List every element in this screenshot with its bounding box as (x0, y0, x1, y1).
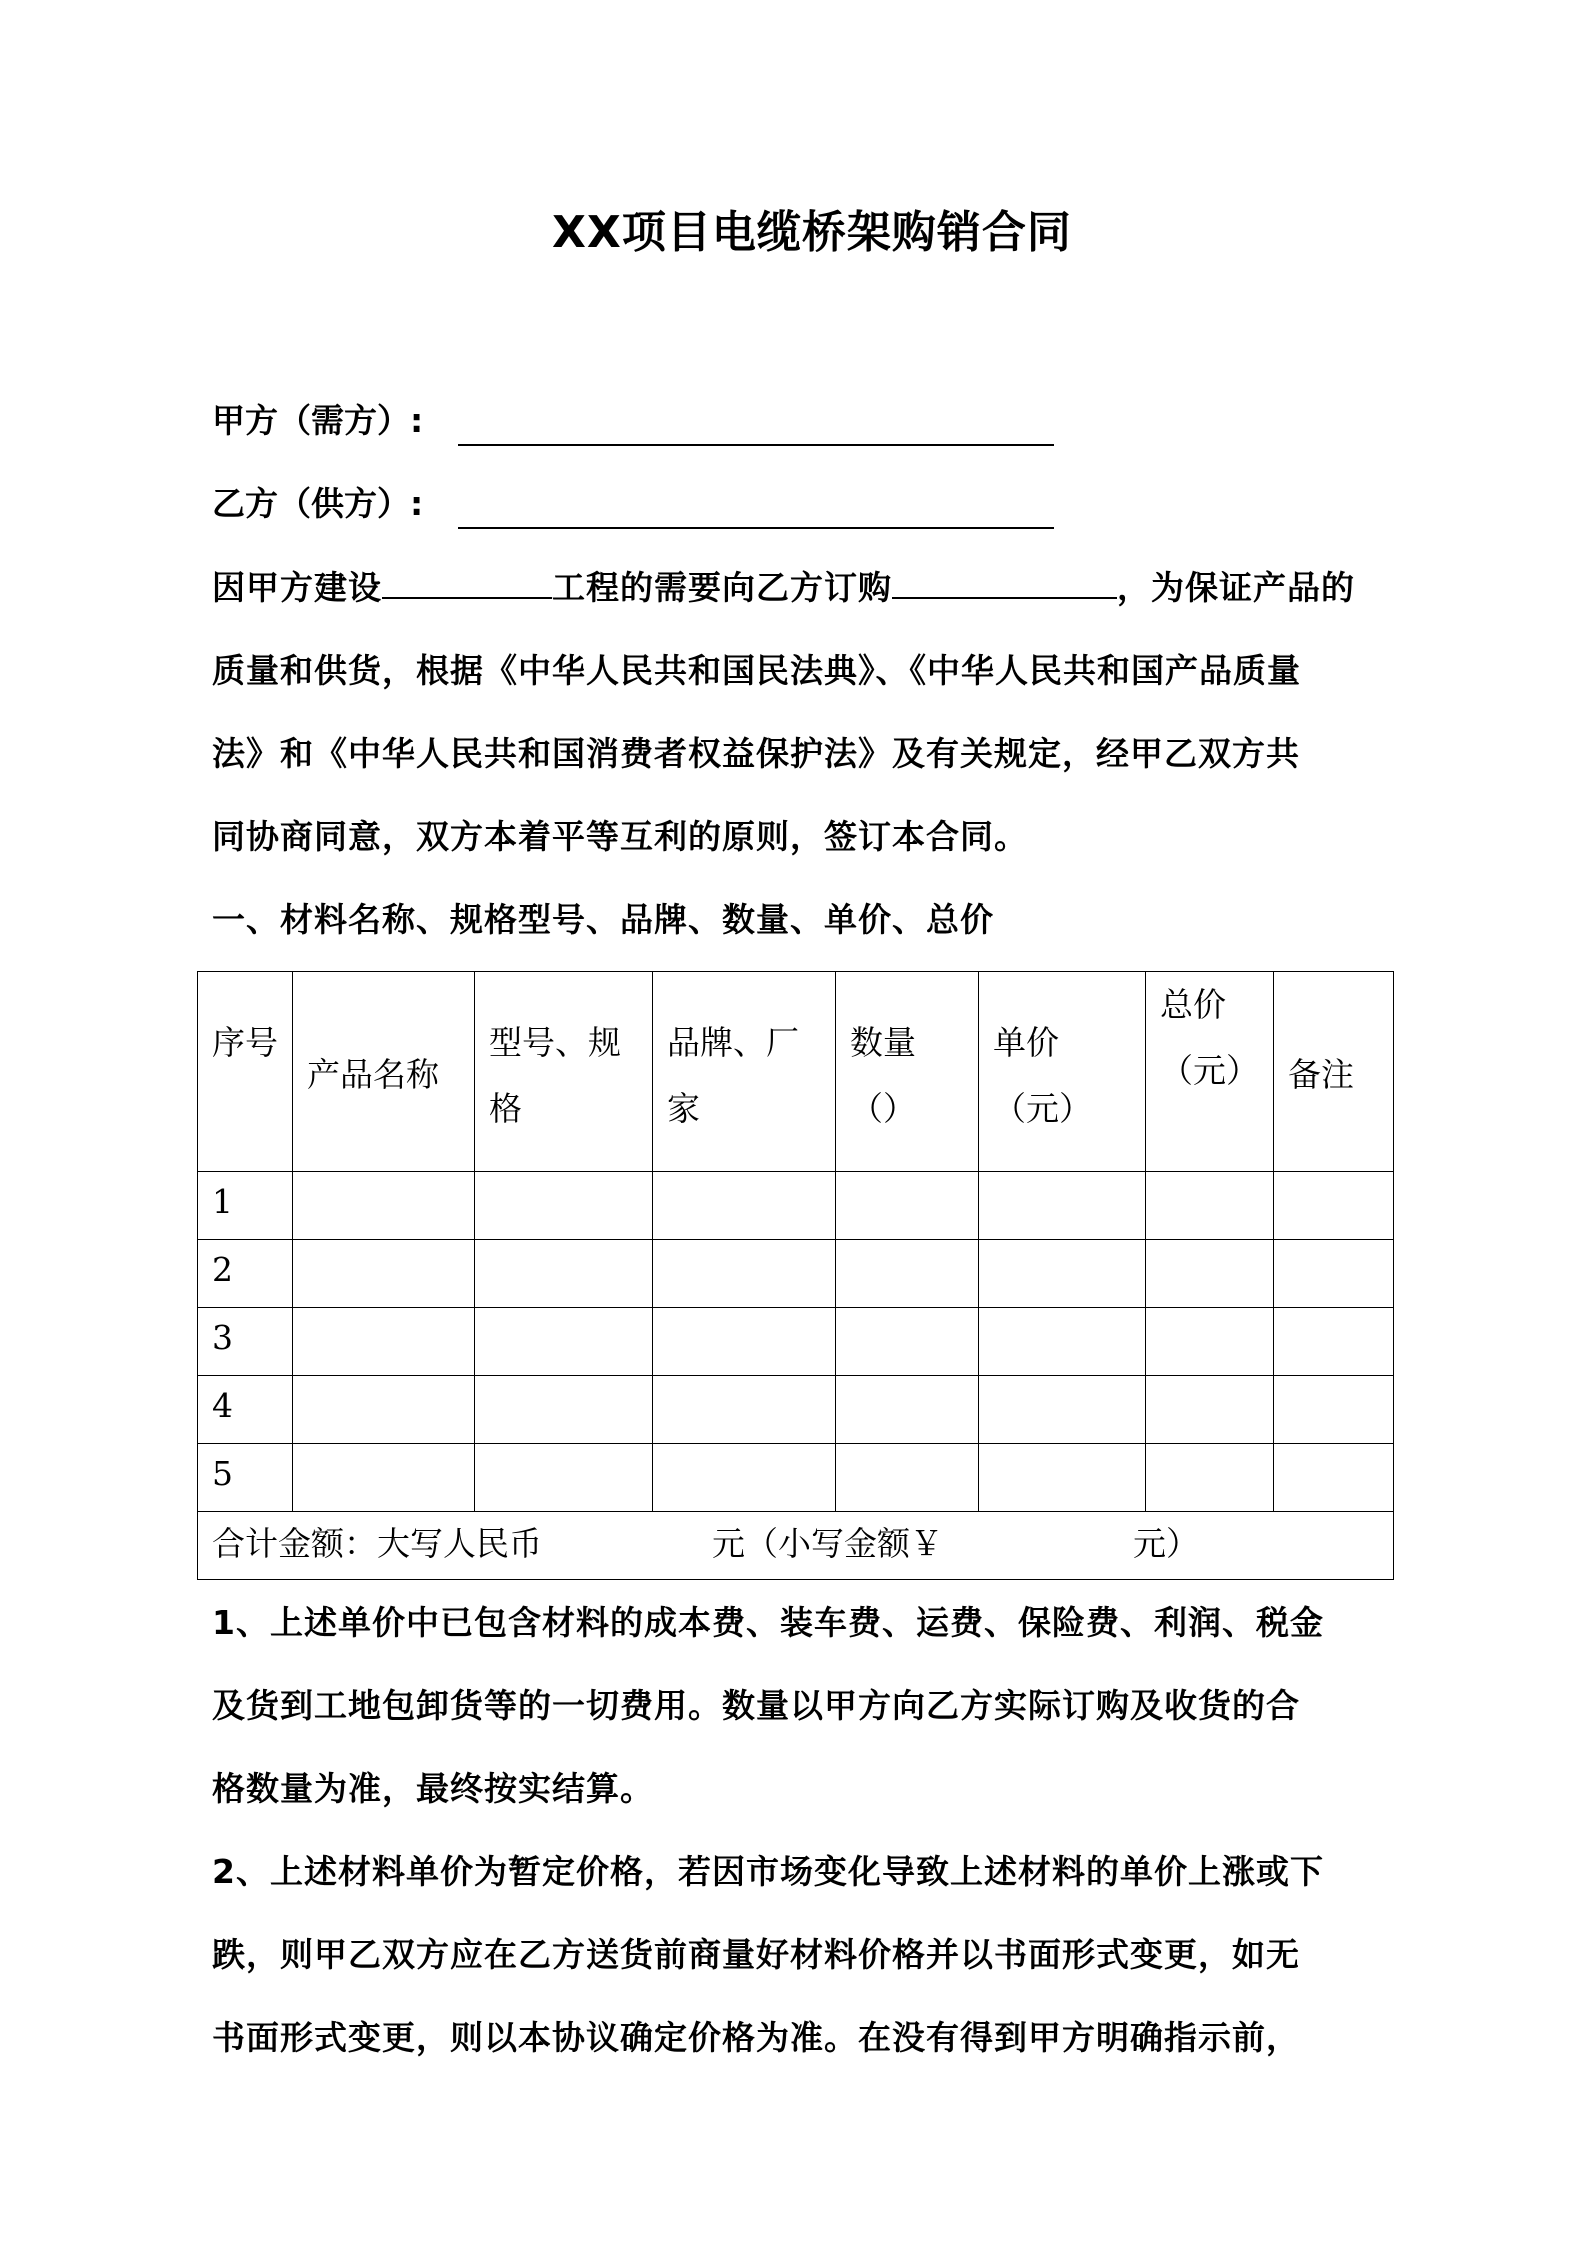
clause-2-line-3: 书面形式变更，则以本协议确定价格为准。在没有得到甲方明确指示前， (212, 2018, 1300, 2057)
cell-brand[interactable] (653, 1444, 836, 1512)
cell-name[interactable] (293, 1240, 475, 1308)
summary-label: 合计金额：大写人民币 (212, 1524, 542, 1563)
header-no: 序号 (198, 972, 293, 1172)
cell-name[interactable] (293, 1376, 475, 1444)
contract-title: XX项目电缆桥架购销合同 (552, 207, 1072, 258)
clause-2-line-1: 2、上述材料单价为暂定价格，若因市场变化导致上述材料的单价上涨或下 (212, 1852, 1324, 1891)
cell-note[interactable] (1274, 1444, 1394, 1512)
intro-text: 工程的需要向乙方订购 (552, 568, 892, 607)
cell-no: 1 (198, 1172, 293, 1240)
cell-qty[interactable] (836, 1308, 979, 1376)
cell-spec[interactable] (475, 1172, 653, 1240)
header-brand: 品牌、厂家 (653, 972, 836, 1172)
cell-total[interactable] (1146, 1444, 1274, 1512)
summary-cell (198, 1512, 1394, 1580)
cell-note[interactable] (1274, 1172, 1394, 1240)
cell-qty[interactable] (836, 1240, 979, 1308)
cell-unit-price[interactable] (979, 1444, 1146, 1512)
cell-unit-price[interactable] (979, 1308, 1146, 1376)
cell-total[interactable] (1146, 1240, 1274, 1308)
header-spec: 型号、规格 (475, 972, 653, 1172)
table-row (198, 1240, 1394, 1308)
section-1-heading: 一、材料名称、规格型号、品牌、数量、单价、总价 (212, 900, 994, 939)
party-b-label: 乙方（供方）: (212, 484, 424, 523)
cell-brand[interactable] (653, 1240, 836, 1308)
table-row (198, 1376, 1394, 1444)
cell-spec[interactable] (475, 1240, 653, 1308)
cell-note[interactable] (1274, 1240, 1394, 1308)
table-row (198, 1172, 1394, 1240)
cell-no: 2 (198, 1240, 293, 1308)
table-summary-row (198, 1512, 1394, 1580)
materials-table (197, 971, 1394, 1580)
clause-1-line-3: 格数量为准，最终按实结算。 (212, 1769, 654, 1808)
intro-line-2: 质量和供货，根据《中华人民共和国民法典》、《中华人民共和国产品质量 (212, 651, 1301, 690)
cell-total[interactable] (1146, 1308, 1274, 1376)
cell-note[interactable] (1274, 1308, 1394, 1376)
cell-no: 5 (198, 1444, 293, 1512)
cell-unit-price[interactable] (979, 1376, 1146, 1444)
intro-line-4: 同协商同意，双方本着平等互利的原则，签订本合同。 (212, 817, 1028, 856)
clause-1-line-2: 及货到工地包卸货等的一切费用。数量以甲方向乙方实际订购及收货的合 (212, 1686, 1300, 1725)
cell-qty[interactable] (836, 1376, 979, 1444)
intro-line-1 (212, 562, 1355, 609)
party-a-field[interactable] (458, 444, 1054, 446)
intro-line-3: 法》和《中华人民共和国消费者权益保护法》及有关规定，经甲乙双方共 (212, 734, 1300, 773)
header-note: 备注 (1274, 972, 1394, 1172)
clause-1-line-1: 1、上述单价中已包含材料的成本费、装车费、运费、保险费、利润、税金 (212, 1603, 1324, 1642)
cell-total[interactable] (1146, 1172, 1274, 1240)
cell-brand[interactable] (653, 1172, 836, 1240)
cell-unit-price[interactable] (979, 1240, 1146, 1308)
order-item-field[interactable] (892, 596, 1117, 599)
party-a-label: 甲方（需方）: (212, 401, 424, 440)
cell-name[interactable] (293, 1308, 475, 1376)
table-header-row (198, 972, 1394, 1172)
intro-text: ，为保证产品的 (1117, 568, 1355, 607)
header-total-price: 总价（元） (1146, 972, 1274, 1172)
clause-2-line-2: 跌，则甲乙双方应在乙方送货前商量好材料价格并以书面形式变更，如无 (212, 1935, 1300, 1974)
cell-name[interactable] (293, 1172, 475, 1240)
cell-spec[interactable] (475, 1308, 653, 1376)
cell-spec[interactable] (475, 1444, 653, 1512)
cell-qty[interactable] (836, 1444, 979, 1512)
cell-spec[interactable] (475, 1376, 653, 1444)
project-name-field[interactable] (382, 596, 552, 599)
summary-yuan-open: 元（小写金额￥ (712, 1524, 943, 1563)
intro-text: 因甲方建设 (212, 568, 382, 607)
header-product-name: 产品名称 (293, 972, 475, 1172)
header-unit-price: 单价（元） (979, 972, 1146, 1172)
header-quantity: 数量（） (836, 972, 979, 1172)
cell-no: 3 (198, 1308, 293, 1376)
cell-brand[interactable] (653, 1308, 836, 1376)
table-row (198, 1444, 1394, 1512)
cell-note[interactable] (1274, 1376, 1394, 1444)
table-row (198, 1308, 1394, 1376)
cell-unit-price[interactable] (979, 1172, 1146, 1240)
cell-no: 4 (198, 1376, 293, 1444)
cell-name[interactable] (293, 1444, 475, 1512)
cell-qty[interactable] (836, 1172, 979, 1240)
summary-yuan-close: 元） (1133, 1524, 1199, 1563)
cell-total[interactable] (1146, 1376, 1274, 1444)
cell-brand[interactable] (653, 1376, 836, 1444)
party-b-field[interactable] (458, 527, 1054, 529)
